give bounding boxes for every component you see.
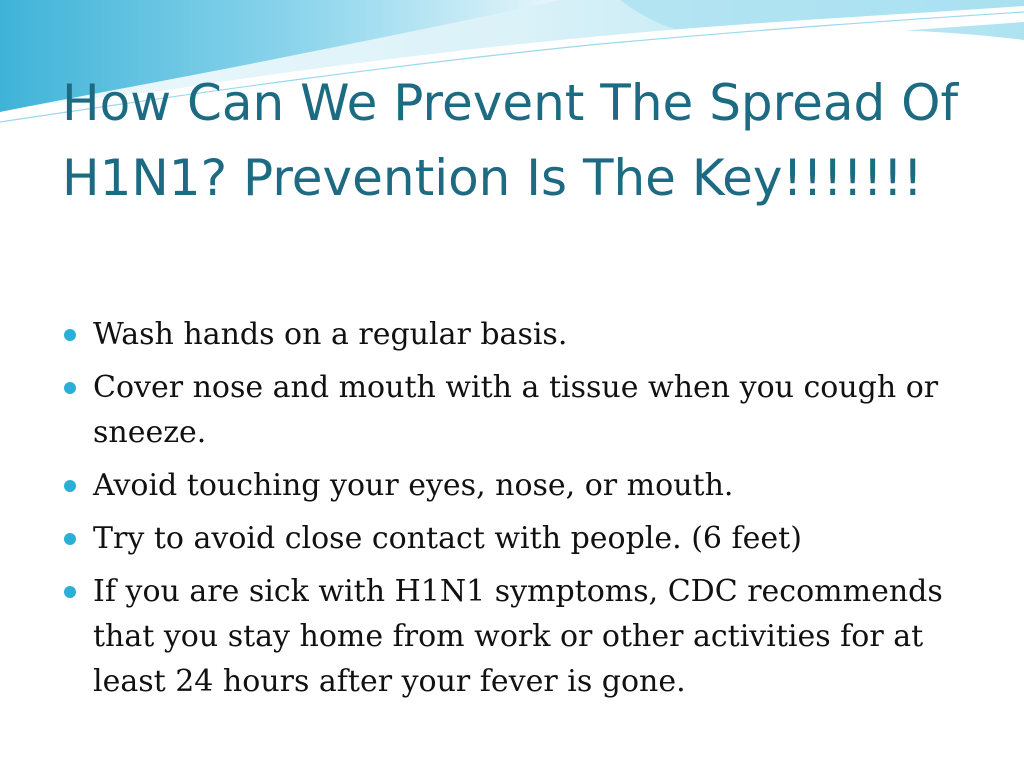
bullet-text: Try to avoid close contact with people. (6 feet) bbox=[93, 521, 802, 556]
bullet-dot-icon bbox=[64, 586, 76, 598]
bullet-list bbox=[62, 312, 982, 712]
slide-title: How Can We Prevent The Spread Of H1N1? Prevention Is The Key!!!!!!! bbox=[62, 74, 959, 207]
bullet-item-avoid-contact bbox=[62, 516, 982, 561]
bullet-dot-icon bbox=[64, 480, 76, 492]
bullet-dot-icon bbox=[64, 329, 76, 341]
bullet-dot-icon bbox=[64, 533, 76, 545]
bullet-text: Wash hands on a regular basis. bbox=[93, 317, 568, 352]
bullet-item-avoid-touching bbox=[62, 463, 982, 508]
bullet-item-wash-hands bbox=[62, 312, 982, 357]
bullet-item-cover-nose bbox=[62, 365, 982, 455]
bullet-item-stay-home bbox=[62, 569, 982, 704]
bullet-text: Avoid touching your eyes, nose, or mouth. bbox=[93, 468, 734, 503]
bullet-text: Cover nose and mouth with a tissue when you cough or sneeze. bbox=[93, 370, 939, 450]
bullet-dot-icon bbox=[64, 382, 76, 394]
bullet-text: If you are sick with H1N1 symptoms, CDC recommends that you stay home from work or other activities for at least 24 hours after your fever is gone. bbox=[93, 574, 943, 699]
